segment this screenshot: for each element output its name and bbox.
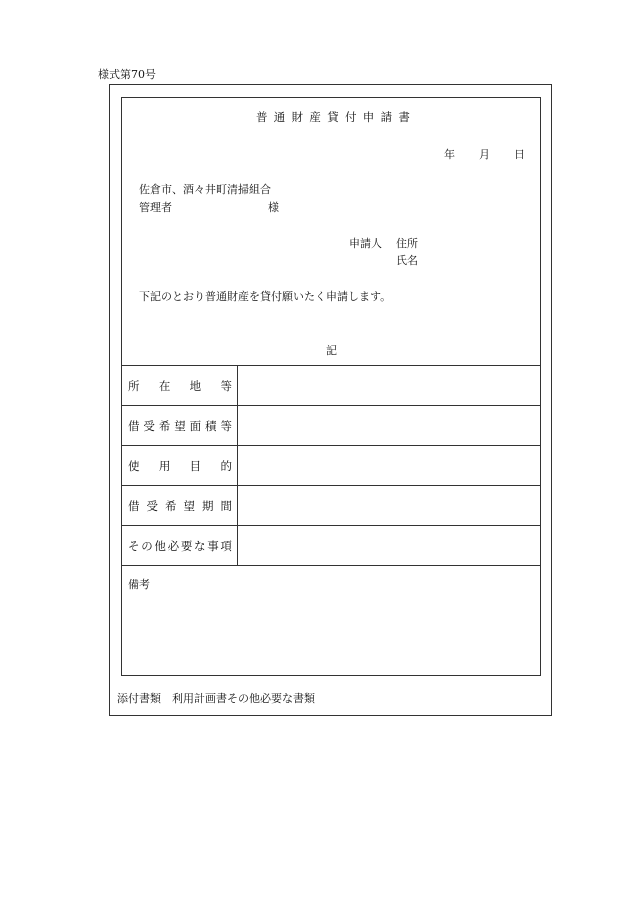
row-value-period[interactable] <box>242 493 534 517</box>
document-title: 普通財産貸付申請書 <box>256 110 417 124</box>
label-char: 用 <box>158 459 171 473</box>
label-char: 他 <box>154 539 166 553</box>
label-char: 目 <box>189 459 202 473</box>
form-number: 様式第70号 <box>98 68 156 81</box>
label-char: 間 <box>220 499 232 513</box>
table-column-divider <box>237 365 238 565</box>
row-label-other <box>128 538 232 554</box>
addressee-honorific: 様 <box>268 201 279 214</box>
label-char: 積 <box>205 419 217 433</box>
row-label-period <box>128 498 232 514</box>
row-label-purpose <box>128 458 232 474</box>
label-char: 望 <box>183 499 195 513</box>
label-char: 等 <box>220 379 232 393</box>
table-rule <box>121 565 541 566</box>
remarks-field[interactable] <box>200 576 530 666</box>
label-char: 受 <box>146 499 158 513</box>
label-char: 受 <box>143 419 155 433</box>
row-value-location[interactable] <box>242 373 534 397</box>
date-day-label: 日 <box>514 148 525 161</box>
date-year-label: 年 <box>444 148 455 161</box>
label-char: 的 <box>220 459 232 473</box>
applicant-name-label: 氏名 <box>396 254 418 267</box>
label-char: 面 <box>189 419 202 433</box>
table-rule <box>121 525 541 526</box>
table-rule <box>121 485 541 486</box>
label-char: 希 <box>158 419 171 433</box>
table-rule <box>121 365 541 366</box>
table-rule <box>121 445 541 446</box>
label-char: 必 <box>167 539 180 553</box>
label-char: 地 <box>189 379 202 393</box>
row-label-location <box>128 378 232 394</box>
date-month-label: 月 <box>479 148 490 161</box>
label-char: そ <box>128 539 140 553</box>
label-char: 借 <box>128 419 140 433</box>
label-char: 要 <box>180 539 193 553</box>
label-char: 借 <box>128 499 140 513</box>
label-char: 期 <box>202 499 214 513</box>
row-value-area[interactable] <box>242 413 534 437</box>
row-value-purpose[interactable] <box>242 453 534 477</box>
addressee-position: 管理者 <box>139 201 172 214</box>
attachments-note: 添付書類 利用計画書その他必要な書類 <box>117 692 315 705</box>
label-char: 望 <box>174 419 186 433</box>
label-char: の <box>141 539 153 553</box>
remarks-label: 備考 <box>128 578 150 591</box>
label-char: な <box>194 539 206 553</box>
ki-heading: 記 <box>326 344 337 357</box>
label-char: 項 <box>220 539 232 553</box>
applicant-address-label: 住所 <box>396 237 418 250</box>
label-char: 等 <box>220 419 232 433</box>
request-statement: 下記のとおり普通財産を貸付願いたく申請します。 <box>139 290 392 303</box>
label-char: 事 <box>207 539 219 553</box>
applicant-label: 申請人 <box>349 237 382 250</box>
label-char: 在 <box>158 379 171 393</box>
label-char: 希 <box>165 499 177 513</box>
label-char: 所 <box>128 379 140 393</box>
row-value-other[interactable] <box>242 533 534 557</box>
label-char: 使 <box>128 459 140 473</box>
addressee-organization: 佐倉市、酒々井町清掃組合 <box>139 183 271 196</box>
table-rule <box>121 405 541 406</box>
row-label-area <box>128 418 232 434</box>
